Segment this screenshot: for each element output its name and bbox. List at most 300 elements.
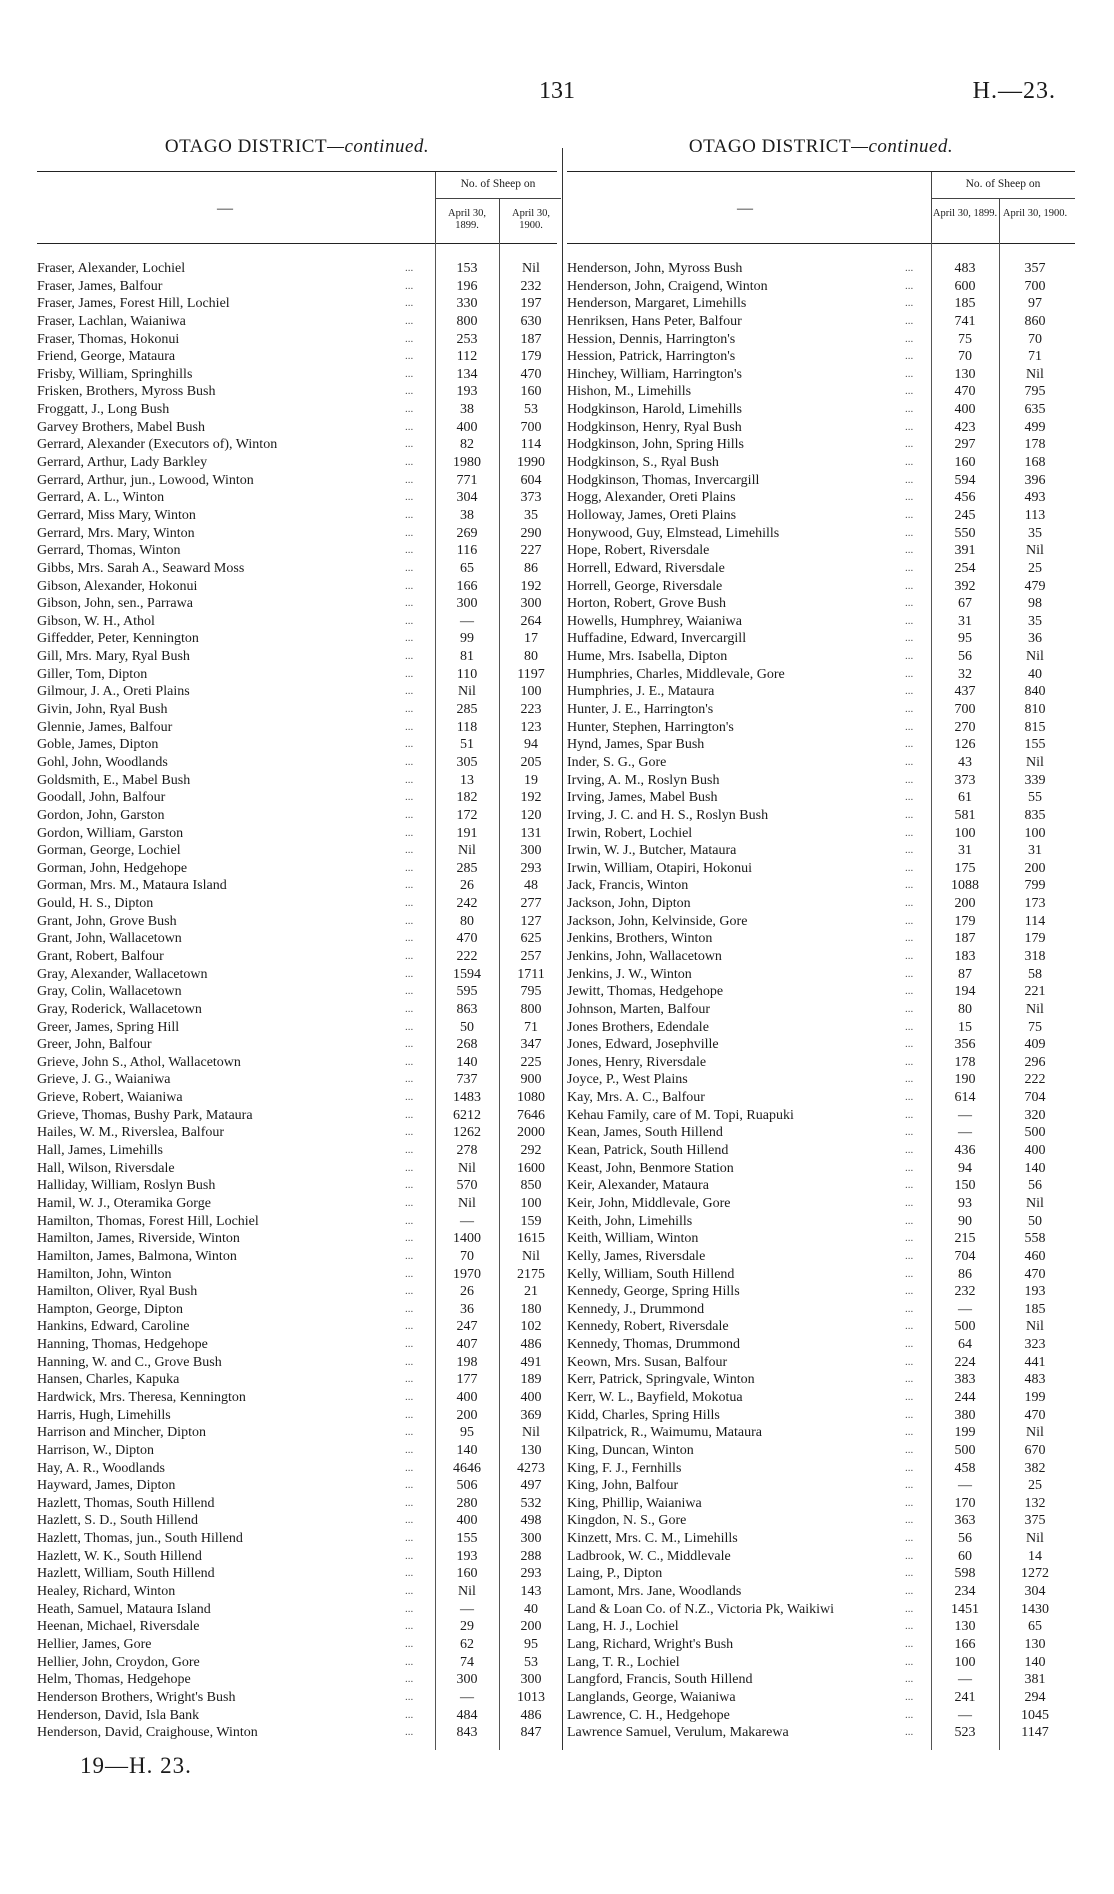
sheep-1899: 436 bbox=[954, 1143, 976, 1159]
sheep-1900: 381 bbox=[1024, 1672, 1046, 1688]
sheep-1900: 197 bbox=[520, 296, 542, 312]
owner-name: Honywood, Guy, Elmstead, Limehills bbox=[567, 525, 780, 541]
sheep-1899: 595 bbox=[456, 984, 478, 1000]
sheep-1899: 270 bbox=[954, 719, 976, 735]
sheep-1900: 179 bbox=[1024, 931, 1046, 947]
table-row bbox=[567, 1107, 1075, 1125]
owner-name: Gibson, Alexander, Hokonui bbox=[37, 578, 198, 594]
owner-name: Giffedder, Peter, Kennington bbox=[37, 631, 199, 647]
leader-dots: ... bbox=[405, 844, 414, 857]
leader-dots: ... bbox=[405, 561, 414, 574]
sheep-1900: 223 bbox=[520, 702, 542, 718]
table-row bbox=[567, 1213, 1075, 1231]
table-row bbox=[37, 630, 557, 648]
sheep-1899: 67 bbox=[958, 596, 972, 612]
owner-name: Glennie, James, Balfour bbox=[37, 719, 173, 735]
table-row bbox=[567, 1618, 1075, 1636]
table-row bbox=[567, 1071, 1075, 1089]
leader-dots: ... bbox=[405, 1232, 414, 1245]
sheep-1900: 293 bbox=[520, 1566, 542, 1582]
sheep-1899: 1483 bbox=[453, 1090, 481, 1106]
sheep-1899: 4646 bbox=[453, 1460, 481, 1476]
table-row bbox=[37, 1636, 557, 1654]
sheep-1900: 300 bbox=[520, 1531, 542, 1547]
sheep-1899: 200 bbox=[954, 896, 976, 912]
sheep-1899: 196 bbox=[456, 278, 478, 294]
sheep-1900: 375 bbox=[1024, 1513, 1046, 1529]
owner-name: Hardwick, Mrs. Theresa, Kennington bbox=[37, 1390, 246, 1405]
leader-dots: ... bbox=[405, 456, 414, 469]
sheep-1900: Nil bbox=[1026, 1531, 1044, 1547]
sheep-1899: 56 bbox=[958, 649, 972, 665]
owner-name: Goldsmith, E., Mabel Bush bbox=[37, 772, 191, 788]
sheep-1900: 19 bbox=[524, 772, 538, 788]
table-row bbox=[567, 1689, 1075, 1707]
sheep-1899: 614 bbox=[954, 1090, 976, 1106]
sheep-1900: 31 bbox=[1028, 843, 1042, 859]
table-row bbox=[567, 1724, 1075, 1742]
leader-dots: ... bbox=[405, 703, 414, 716]
sheep-1900: 120 bbox=[520, 807, 542, 823]
owner-name: Hayward, James, Dipton bbox=[37, 1478, 176, 1494]
sheep-1900: 55 bbox=[1028, 790, 1042, 806]
sheep-1899: 356 bbox=[954, 1037, 976, 1053]
sheep-1900: 98 bbox=[1028, 596, 1042, 612]
leader-dots: ... bbox=[905, 403, 914, 416]
owner-name: Fraser, James, Forest Hill, Lochiel bbox=[37, 296, 230, 312]
leader-dots: ... bbox=[905, 1532, 914, 1545]
sheep-1899: 187 bbox=[954, 931, 976, 947]
table-row bbox=[567, 1407, 1075, 1425]
leader-dots: ... bbox=[405, 1479, 414, 1492]
sheep-1900: 400 bbox=[1024, 1143, 1046, 1159]
sheep-1900: 25 bbox=[1028, 560, 1042, 576]
sheep-1900: 4273 bbox=[517, 1460, 545, 1476]
leader-dots: ... bbox=[905, 1144, 914, 1157]
owner-name: Laing, P., Dipton bbox=[567, 1566, 663, 1582]
sheep-1900: 65 bbox=[1028, 1619, 1042, 1635]
name-column-dash: — bbox=[737, 200, 753, 217]
leader-dots: ... bbox=[405, 314, 414, 327]
sheep-1900: 1272 bbox=[1021, 1566, 1049, 1582]
sheep-1899: 81 bbox=[460, 649, 474, 665]
leader-dots: ... bbox=[905, 614, 914, 627]
col-1900-header: April 30, 1900. bbox=[512, 208, 550, 231]
sheep-1899: — bbox=[460, 1601, 474, 1617]
table-row bbox=[37, 1283, 557, 1301]
sheep-1899: 160 bbox=[954, 455, 976, 471]
sheep-1899: 177 bbox=[456, 1372, 478, 1388]
table-row bbox=[37, 1089, 557, 1107]
leader-dots: ... bbox=[905, 367, 914, 380]
leader-dots: ... bbox=[905, 1038, 914, 1051]
sheep-table-rows bbox=[567, 260, 1075, 1742]
sheep-1899: 215 bbox=[954, 1231, 976, 1247]
sheep-1900: 498 bbox=[520, 1513, 542, 1529]
leader-dots: ... bbox=[905, 1391, 914, 1403]
sheep-1900: 222 bbox=[1024, 1072, 1046, 1088]
table-row bbox=[37, 348, 557, 366]
sheep-1900: 35 bbox=[1028, 613, 1042, 629]
owner-name: Ladbrook, W. C., Middlevale bbox=[567, 1548, 731, 1564]
sheep-1900: 290 bbox=[520, 525, 542, 541]
sheep-1899: 32 bbox=[958, 666, 972, 682]
owner-name: Keith, John, Limehills bbox=[567, 1213, 693, 1229]
sheep-1899: 598 bbox=[954, 1566, 976, 1582]
sheep-1900: 357 bbox=[1024, 261, 1046, 276]
owner-name: Kean, Patrick, South Hillend bbox=[567, 1143, 729, 1159]
sheep-1900: 1615 bbox=[517, 1231, 545, 1247]
owner-name: Harris, Hugh, Limehills bbox=[37, 1407, 171, 1423]
owner-name: Gray, Alexander, Wallacetown bbox=[37, 966, 208, 982]
leader-dots: ... bbox=[405, 1408, 414, 1421]
owner-name: Goble, James, Dipton bbox=[37, 737, 159, 753]
table-row bbox=[567, 313, 1075, 331]
leader-dots: ... bbox=[405, 879, 414, 892]
table-row bbox=[37, 1301, 557, 1319]
sheep-1899: 234 bbox=[954, 1584, 976, 1600]
sheep-1899: 38 bbox=[460, 507, 474, 523]
sheep-1900: 189 bbox=[520, 1372, 542, 1388]
sheep-1899: 484 bbox=[456, 1707, 478, 1723]
sheep-1899: 304 bbox=[456, 490, 478, 506]
sheep-1900: Nil bbox=[1026, 366, 1044, 382]
sheep-1900: 293 bbox=[520, 860, 542, 876]
sheep-1900: 840 bbox=[1024, 684, 1046, 700]
owner-name: Langford, Francis, South Hillend bbox=[567, 1672, 753, 1688]
table-row bbox=[567, 807, 1075, 825]
sheep-1899: Nil bbox=[458, 1160, 476, 1176]
owner-name: Gerrard, Miss Mary, Winton bbox=[37, 507, 196, 523]
sheep-1899: 843 bbox=[456, 1725, 478, 1741]
sheep-1900: 499 bbox=[1024, 419, 1046, 435]
leader-dots: ... bbox=[405, 526, 414, 539]
owner-name: Henderson, David, Isla Bank bbox=[37, 1707, 200, 1723]
sheep-1899: 1980 bbox=[453, 455, 481, 471]
table-row bbox=[37, 1495, 557, 1513]
sheep-1900: 1080 bbox=[517, 1090, 545, 1106]
owner-name: Hession, Dennis, Harrington's bbox=[567, 331, 736, 347]
table-row bbox=[567, 1671, 1075, 1689]
owner-name: Hamilton, Oliver, Ryal Bush bbox=[37, 1284, 198, 1300]
sheep-1899: 191 bbox=[456, 825, 478, 841]
owner-name: Halliday, William, Roslyn Bush bbox=[37, 1178, 216, 1194]
owner-name: Hamilton, James, Riverside, Winton bbox=[37, 1231, 240, 1247]
table-row bbox=[37, 454, 557, 472]
table-row bbox=[567, 1142, 1075, 1160]
sheep-1900: 847 bbox=[520, 1725, 542, 1741]
sheep-1900: 288 bbox=[520, 1548, 542, 1564]
sheep-1899: 523 bbox=[954, 1725, 976, 1741]
sheep-1900: 800 bbox=[520, 1001, 542, 1017]
table-row bbox=[37, 1512, 557, 1530]
sheep-1899: 172 bbox=[456, 807, 478, 823]
table-row bbox=[37, 1354, 557, 1372]
sheep-1899: 185 bbox=[954, 296, 976, 312]
owner-name: Hinchey, William, Harrington's bbox=[567, 366, 742, 382]
sheep-1900: 1197 bbox=[517, 666, 545, 682]
owner-name: Hodgkinson, John, Spring Hills bbox=[567, 437, 744, 453]
owner-name: Henderson, John, Craigend, Winton bbox=[567, 278, 768, 294]
sheep-1899: — bbox=[958, 1107, 972, 1123]
leader-dots: ... bbox=[405, 1073, 414, 1086]
table-row bbox=[37, 1177, 557, 1195]
leader-dots: ... bbox=[905, 544, 914, 557]
owner-name: Gray, Colin, Wallacetown bbox=[37, 984, 182, 1000]
sheep-1899: 134 bbox=[456, 366, 478, 382]
owner-name: Fraser, Alexander, Lochiel bbox=[37, 261, 186, 276]
sheep-1899: 232 bbox=[954, 1284, 976, 1300]
name-column-dash: — bbox=[217, 200, 233, 217]
table-row bbox=[567, 701, 1075, 719]
sheep-1899: 300 bbox=[456, 1672, 478, 1688]
owner-name: Langlands, George, Waianiwa bbox=[567, 1689, 736, 1705]
sheep-1899: 95 bbox=[460, 1425, 474, 1441]
table-row bbox=[37, 1407, 557, 1425]
owner-name: Keir, John, Middlevale, Gore bbox=[567, 1195, 731, 1211]
sheep-1899: 373 bbox=[954, 772, 976, 788]
owner-name: Gill, Mrs. Mary, Ryal Bush bbox=[37, 649, 190, 665]
sheep-table-rows bbox=[37, 260, 557, 1742]
sheep-1900: 493 bbox=[1024, 490, 1046, 506]
sheep-1899: 383 bbox=[954, 1372, 976, 1388]
leader-dots: ... bbox=[905, 1708, 914, 1721]
sheep-1900: 53 bbox=[524, 1654, 538, 1670]
owner-name: Gerrard, A. L., Winton bbox=[37, 490, 165, 506]
leader-dots: ... bbox=[405, 508, 414, 521]
sheep-1899: 50 bbox=[460, 1019, 474, 1035]
sheep-1899: 95 bbox=[958, 631, 972, 647]
sheep-1900: 225 bbox=[520, 1054, 542, 1070]
sheep-1900: 470 bbox=[1024, 1407, 1046, 1423]
owner-name: King, F. J., Fernhills bbox=[567, 1460, 682, 1476]
table-row bbox=[37, 1424, 557, 1442]
leader-dots: ... bbox=[905, 1585, 914, 1598]
table-row bbox=[567, 1301, 1075, 1319]
sheep-1899: 200 bbox=[456, 1407, 478, 1423]
sheep-1899: 242 bbox=[456, 896, 478, 912]
leader-dots: ... bbox=[405, 350, 414, 363]
table-row bbox=[37, 1142, 557, 1160]
sheep-1899: 75 bbox=[958, 331, 972, 347]
table-row bbox=[37, 383, 557, 401]
leader-dots: ... bbox=[405, 1179, 414, 1192]
column-title: OTAGO DISTRICT—continued. bbox=[164, 136, 430, 157]
table-row bbox=[567, 630, 1075, 648]
sheep-1899: — bbox=[958, 1707, 972, 1723]
leader-dots: ... bbox=[905, 279, 914, 292]
sheep-1899: 166 bbox=[954, 1636, 976, 1652]
table-row bbox=[567, 1389, 1075, 1407]
table-row bbox=[567, 719, 1075, 737]
owner-name: Grant, Robert, Balfour bbox=[37, 948, 164, 964]
owner-name: Jenkins, J. W., Winton bbox=[567, 966, 692, 982]
leader-dots: ... bbox=[405, 1443, 414, 1456]
sheep-1900: 835 bbox=[1024, 807, 1046, 823]
owner-name: Grieve, J. G., Waianiwa bbox=[37, 1072, 171, 1088]
leader-dots: ... bbox=[905, 1320, 914, 1333]
sheep-1900: Nil bbox=[1026, 649, 1044, 665]
sheep-1899: 86 bbox=[958, 1266, 972, 1282]
sheep-1899: 26 bbox=[460, 1284, 474, 1300]
table-row bbox=[567, 1195, 1075, 1213]
table-row bbox=[567, 1636, 1075, 1654]
leader-dots: ... bbox=[405, 491, 414, 504]
table-row bbox=[37, 1371, 557, 1389]
owner-name: Grieve, Thomas, Bushy Park, Mataura bbox=[37, 1107, 253, 1123]
sheep-1900: 460 bbox=[1024, 1248, 1046, 1264]
sheep-1900: 58 bbox=[1028, 966, 1042, 982]
table-row bbox=[37, 1195, 557, 1213]
sheep-1900: 205 bbox=[520, 754, 542, 770]
owner-name: Irving, A. M., Roslyn Bush bbox=[567, 772, 720, 788]
table-row bbox=[567, 913, 1075, 931]
table-row bbox=[37, 1213, 557, 1231]
sheep-1899: 1088 bbox=[951, 878, 979, 894]
sheep-1899: 65 bbox=[460, 560, 474, 576]
sheep-1900: 294 bbox=[1024, 1689, 1046, 1705]
owner-name: Lawrence Samuel, Verulum, Makarewa bbox=[567, 1725, 789, 1741]
table-row bbox=[567, 895, 1075, 913]
sheep-1900: 80 bbox=[524, 649, 538, 665]
leader-dots: ... bbox=[905, 1514, 914, 1527]
leader-dots: ... bbox=[405, 1144, 414, 1157]
table-row bbox=[37, 560, 557, 578]
leader-dots: ... bbox=[905, 650, 914, 663]
owner-name: Irving, J. C. and H. S., Roslyn Bush bbox=[567, 807, 769, 823]
sheep-1900: 900 bbox=[520, 1072, 542, 1088]
leader-dots: ... bbox=[905, 1232, 914, 1245]
sheep-1900: 40 bbox=[1028, 666, 1042, 682]
leader-dots: ... bbox=[905, 420, 914, 433]
owner-name: Gerrard, Arthur, jun., Lowood, Winton bbox=[37, 472, 254, 488]
sheep-1899: 285 bbox=[456, 702, 478, 718]
leader-dots: ... bbox=[405, 667, 414, 680]
leader-dots: ... bbox=[405, 632, 414, 645]
table-row bbox=[567, 983, 1075, 1001]
table-row bbox=[37, 860, 557, 878]
table-row bbox=[567, 1371, 1075, 1389]
owner-name: Henriksen, Hans Peter, Balfour bbox=[567, 313, 742, 329]
sheep-1900: 795 bbox=[520, 984, 542, 1000]
sheep-1899: 74 bbox=[460, 1654, 474, 1670]
table-row bbox=[567, 542, 1075, 560]
sheep-1900: 193 bbox=[1024, 1284, 1046, 1300]
owner-name: Hazlett, Thomas, South Hillend bbox=[37, 1495, 215, 1511]
sheep-1899: 550 bbox=[954, 525, 976, 541]
sheep-1899: 224 bbox=[954, 1354, 976, 1370]
sheep-1900: 1990 bbox=[517, 455, 545, 471]
owner-name: Kennedy, Robert, Riversdale bbox=[567, 1319, 729, 1335]
table-row bbox=[37, 1689, 557, 1707]
table-row bbox=[37, 1671, 557, 1689]
leader-dots: ... bbox=[905, 897, 914, 910]
table-row bbox=[567, 295, 1075, 313]
leader-dots: ... bbox=[905, 1726, 914, 1739]
table-row bbox=[567, 436, 1075, 454]
sheep-1899: 280 bbox=[456, 1495, 478, 1511]
table-row bbox=[567, 578, 1075, 596]
owner-name: Lang, T. R., Lochiel bbox=[567, 1654, 680, 1670]
sheep-1899: — bbox=[460, 1689, 474, 1705]
sheep-1899: — bbox=[460, 1213, 474, 1229]
sheep-1899: 80 bbox=[958, 1001, 972, 1017]
owner-name: Helm, Thomas, Hedgehope bbox=[37, 1672, 191, 1688]
leader-dots: ... bbox=[905, 579, 914, 592]
table-row bbox=[37, 1442, 557, 1460]
sheep-1900: 75 bbox=[1028, 1019, 1042, 1035]
table-row bbox=[567, 525, 1075, 543]
table-row bbox=[567, 260, 1075, 278]
owner-name: Hamilton, Thomas, Forest Hill, Lochiel bbox=[37, 1213, 259, 1229]
leader-dots: ... bbox=[405, 1532, 414, 1545]
leader-dots: ... bbox=[905, 1637, 914, 1650]
table-row bbox=[567, 1530, 1075, 1548]
leader-dots: ... bbox=[405, 544, 414, 557]
leader-dots: ... bbox=[405, 897, 414, 910]
leader-dots: ... bbox=[405, 1567, 414, 1580]
sheep-1900: 200 bbox=[520, 1619, 542, 1635]
table-row bbox=[567, 1336, 1075, 1354]
leader-dots: ... bbox=[405, 597, 414, 610]
table-row bbox=[567, 1001, 1075, 1019]
leader-dots: ... bbox=[405, 1038, 414, 1051]
table-row bbox=[37, 401, 557, 419]
owner-name: Hession, Patrick, Harrington's bbox=[567, 349, 736, 365]
owner-name: Grieve, John S., Athol, Wallacetown bbox=[37, 1054, 241, 1070]
owner-name: Jones Brothers, Edendale bbox=[567, 1019, 709, 1035]
leader-dots: ... bbox=[905, 314, 914, 327]
leader-dots: ... bbox=[905, 385, 914, 398]
owner-name: Hazlett, W. K., South Hillend bbox=[37, 1548, 202, 1564]
owner-name: Harrison, W., Dipton bbox=[37, 1442, 155, 1458]
leader-dots: ... bbox=[905, 738, 914, 751]
owner-name: Kehau Family, care of M. Topi, Ruapuki bbox=[567, 1107, 794, 1123]
table-row bbox=[37, 278, 557, 296]
leader-dots: ... bbox=[405, 1708, 414, 1721]
sheep-1900: 192 bbox=[520, 578, 542, 594]
table-row bbox=[37, 419, 557, 437]
sheep-1899: 100 bbox=[954, 1654, 976, 1670]
owner-name: Hailes, W. M., Riverslea, Balfour bbox=[37, 1125, 225, 1141]
owner-name: Gerrard, Thomas, Winton bbox=[37, 543, 181, 559]
leader-dots: ... bbox=[905, 1673, 914, 1686]
sheep-1900: 860 bbox=[1024, 313, 1046, 329]
owner-name: Horrell, George, Riversdale bbox=[567, 578, 723, 594]
sheep-1900: 160 bbox=[520, 384, 542, 400]
leader-dots: ... bbox=[905, 1214, 914, 1227]
sheep-1900: 292 bbox=[520, 1143, 542, 1159]
sheep-1900: 199 bbox=[1024, 1390, 1046, 1405]
leader-dots: ... bbox=[905, 1002, 914, 1015]
owner-name: Johnson, Marten, Balfour bbox=[567, 1001, 711, 1017]
sheep-1899: 70 bbox=[958, 349, 972, 365]
owner-name: King, John, Balfour bbox=[567, 1478, 679, 1494]
leader-dots: ... bbox=[405, 1620, 414, 1633]
sheep-1900: 670 bbox=[1024, 1442, 1046, 1458]
sheep-1899: 93 bbox=[958, 1195, 972, 1211]
table-row bbox=[37, 966, 557, 984]
table-row bbox=[567, 648, 1075, 666]
sheep-1899: 90 bbox=[958, 1213, 972, 1229]
table-row bbox=[37, 913, 557, 931]
owner-name: Kennedy, J., Drummond bbox=[567, 1301, 705, 1317]
sheep-1899: 407 bbox=[456, 1337, 478, 1353]
owner-name: Hamil, W. J., Oteramika Gorge bbox=[37, 1195, 211, 1211]
sheep-1900: 159 bbox=[520, 1213, 542, 1229]
table-row bbox=[567, 666, 1075, 684]
sheep-1900: 40 bbox=[524, 1601, 538, 1617]
